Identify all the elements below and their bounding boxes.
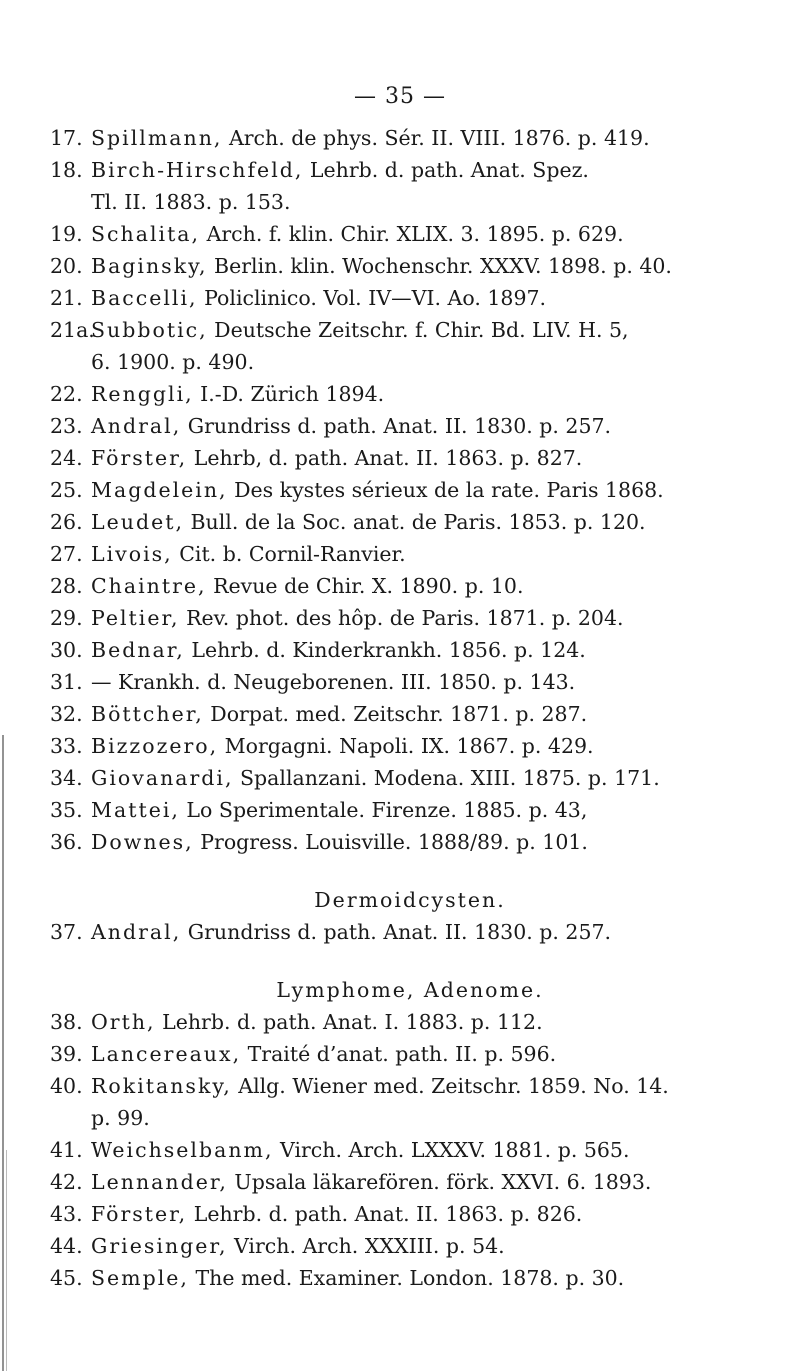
reference-author: Schalita, [91,222,201,246]
reference-author: Renggli, [91,382,194,406]
section-heading-lymphome: Lymphome, Adenome. [276,978,544,1002]
reference-number: 21. [50,286,83,310]
reference-number: 29. [50,606,83,630]
reference-entry [50,570,770,602]
reference-entry [50,282,770,314]
reference-entry [50,634,770,666]
reference-number: 23. [50,414,83,438]
reference-author: Andral, [91,414,182,438]
reference-number: 21a. [50,318,95,342]
reference-citation: Rev. phot. des hôp. de Paris. 1871. p. 204. [179,606,624,630]
reference-author: Andral, [91,920,182,944]
reference-author: Bednar, [91,638,185,662]
reference-number: 20. [50,254,83,278]
reference-author: Magdelein, [91,478,228,502]
page-number: — 35 — [354,84,446,109]
reference-number: 33. [50,734,83,758]
reference-continuation: p. 99. [91,1106,150,1130]
reference-entry [50,1230,770,1262]
reference-citation: Virch. Arch. XXXIII. p. 54. [227,1234,505,1258]
reference-citation: Traité d’anat. path. II. p. 596. [241,1042,557,1066]
reference-entry [50,1038,770,1070]
reference-entry [50,218,770,250]
reference-citation: Cit. b. Cornil-Ranvier. [172,542,406,566]
reference-entry [50,826,770,858]
reference-group-lymphome [50,1006,770,1294]
reference-citation: Lehrb. d. path. Anat. Spez. [303,158,589,182]
reference-number: 36. [50,830,83,854]
reference-author: Peltier, [91,606,180,630]
reference-citation: Arch. de phys. Sér. II. VIII. 1876. p. 419. [222,126,650,150]
reference-author: Spillmann, [91,126,223,150]
reference-number: 31. [50,670,83,694]
reference-author: Lancereaux, [91,1042,242,1066]
reference-entry [50,506,770,538]
reference-author: Lennander, [91,1170,228,1194]
reference-entry [50,1198,770,1230]
reference-number: 24. [50,446,83,470]
reference-author: Griesinger, [91,1234,228,1258]
reference-number: 32. [50,702,83,726]
reference-entry [50,794,770,826]
reference-author: Semple, [91,1266,189,1290]
reference-number: 38. [50,1010,83,1034]
reference-citation: — Krankh. d. Neugeborenen. III. 1850. p. 143. [91,670,576,694]
reference-entry [50,154,770,218]
reference-citation: Policlinico. Vol. IV—VI. Ao. 1897. [197,286,547,310]
reference-citation: Lehrb. d. path. Anat. I. 1883. p. 112. [155,1010,543,1034]
reference-continuation: Tl. II. 1883. p. 153. [91,190,291,214]
reference-author: Orth, [91,1010,156,1034]
reference-citation: Des kystes sérieux de la rate. Paris 1868. [227,478,664,502]
reference-number: 27. [50,542,83,566]
reference-author: Giovanardi, [91,766,234,790]
reference-author: Leudet, [91,510,184,534]
reference-citation: Grundriss d. path. Anat. II. 1830. p. 257. [181,414,612,438]
reference-number: 22. [50,382,83,406]
reference-citation: Grundriss d. path. Anat. II. 1830. p. 257. [181,920,612,944]
reference-author: Förster, [91,446,188,470]
reference-citation: Progress. Louisville. 1888/89. p. 101. [193,830,588,854]
reference-number: 42. [50,1170,83,1194]
reference-citation: Lehrb. d. path. Anat. II. 1863. p. 826. [187,1202,583,1226]
reference-citation: Morgagni. Napoli. IX. 1867. p. 429. [218,734,594,758]
reference-number: 35. [50,798,83,822]
reference-entry [50,410,770,442]
reference-number: 45. [50,1266,83,1290]
reference-author: Birch-Hirschfeld, [91,158,304,182]
reference-citation: Dorpat. med. Zeitschr. 1871. p. 287. [203,702,588,726]
reference-author: Baginsky, [91,254,208,278]
scan-margin-line [6,1150,7,1371]
reference-entry [50,474,770,506]
reference-number: 39. [50,1042,83,1066]
reference-group-cysts [50,122,770,858]
reference-citation: I.-D. Zürich 1894. [193,382,385,406]
scan-margin-line [2,735,4,1371]
reference-citation: Upsala läkarefören. förk. XXVI. 6. 1893. [227,1170,652,1194]
reference-entry [50,666,770,698]
reference-entry [50,762,770,794]
reference-entry [50,538,770,570]
reference-number: 17. [50,126,83,150]
reference-citation: The med. Examiner. London. 1878. p. 30. [188,1266,625,1290]
reference-entry [50,698,770,730]
reference-entry [50,122,770,154]
reference-number: 44. [50,1234,83,1258]
reference-entry [50,442,770,474]
reference-entry [50,1070,770,1134]
reference-entry [50,1134,770,1166]
reference-number: 40. [50,1074,83,1098]
reference-author: Subbotic, [91,318,208,342]
reference-number: 26. [50,510,83,534]
reference-number: 30. [50,638,83,662]
reference-number: 19. [50,222,83,246]
reference-author: Böttcher, [91,702,204,726]
reference-citation: Lo Sperimentale. Firenze. 1885. p. 43, [179,798,588,822]
reference-citation: Lehrb. d. Kinderkrankh. 1856. p. 124. [184,638,586,662]
reference-author: Rokitansky, [91,1074,232,1098]
reference-list [50,122,770,1294]
reference-citation: Virch. Arch. LXXXV. 1881. p. 565. [273,1138,630,1162]
reference-author: Livois, [91,542,173,566]
reference-number: 25. [50,478,83,502]
reference-entry [50,1006,770,1038]
reference-entry [50,1262,770,1294]
reference-entry [50,1166,770,1198]
reference-author: Downes, [91,830,194,854]
reference-number: 28. [50,574,83,598]
reference-entry [50,602,770,634]
reference-number: 43. [50,1202,83,1226]
section-heading-dermoidcysten: Dermoidcysten. [314,888,506,912]
reference-entry [50,314,770,378]
reference-number: 18. [50,158,83,182]
reference-entry [50,730,770,762]
reference-continuation: 6. 1900. p. 490. [91,350,255,374]
reference-citation: Berlin. klin. Wochenschr. XXXV. 1898. p. 40. [207,254,672,278]
reference-number: 37. [50,920,83,944]
reference-citation: Arch. f. klin. Chir. XLIX. 3. 1895. p. 629. [200,222,624,246]
reference-author: Förster, [91,1202,188,1226]
reference-entry [50,378,770,410]
reference-citation: Spallanzani. Modena. XIII. 1875. p. 171. [233,766,660,790]
reference-author: Bizzozero, [91,734,219,758]
reference-entry [50,250,770,282]
reference-citation: Revue de Chir. X. 1890. p. 10. [206,574,524,598]
reference-group-dermoid [50,916,770,948]
reference-number: 41. [50,1138,83,1162]
reference-number: 34. [50,766,83,790]
reference-author: Chaintre, [91,574,207,598]
reference-entry [50,916,770,948]
reference-author: Weichselbanm, [91,1138,274,1162]
reference-author: Mattei, [91,798,180,822]
reference-citation: Lehrb, d. path. Anat. II. 1863. p. 827. [187,446,583,470]
reference-author: Baccelli, [91,286,198,310]
reference-citation: Bull. de la Soc. anat. de Paris. 1853. p. 120. [183,510,646,534]
reference-citation: Allg. Wiener med. Zeitschr. 1859. No. 14. [231,1074,669,1098]
reference-citation: Deutsche Zeitschr. f. Chir. Bd. LIV. H. 5, [207,318,629,342]
